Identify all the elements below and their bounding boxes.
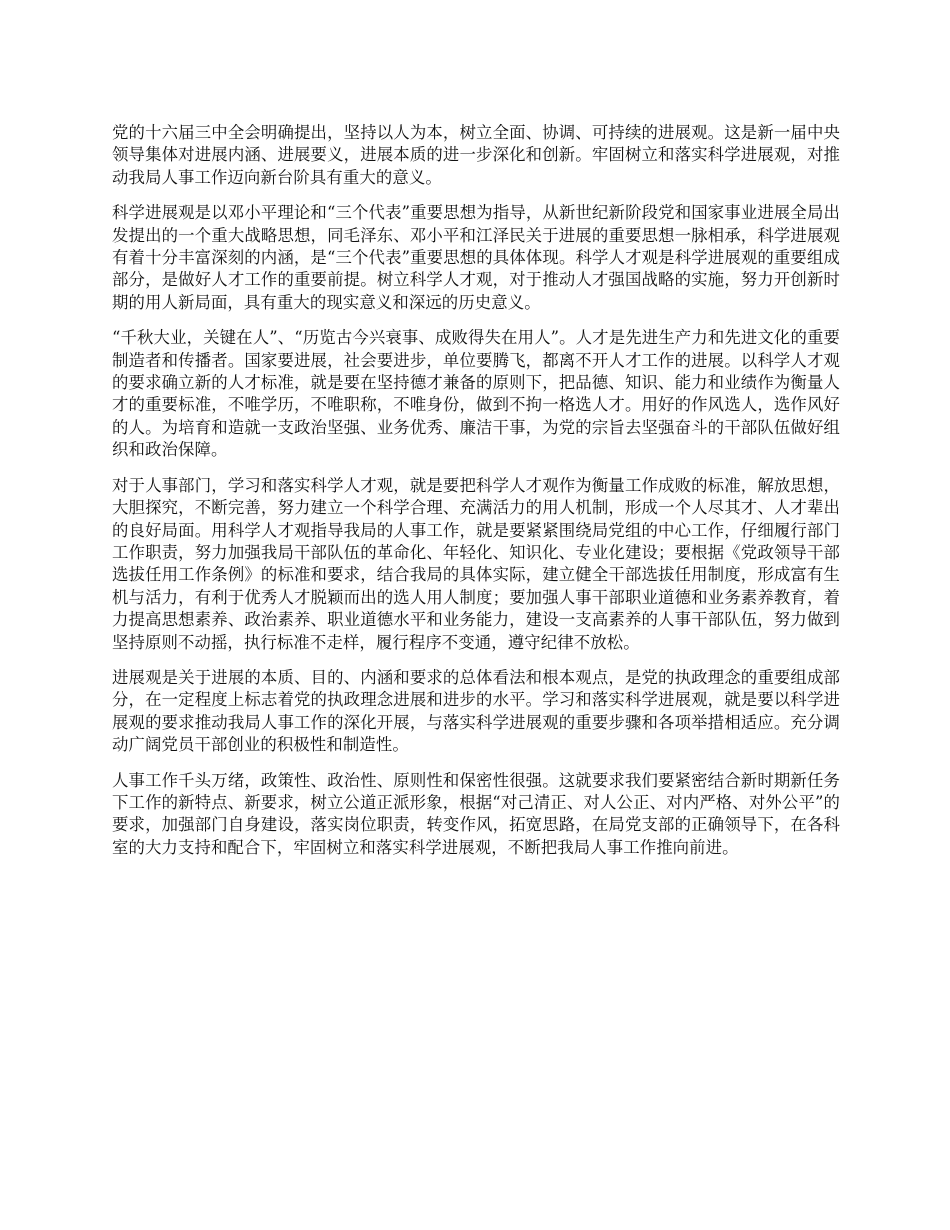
paragraph-2: 科学进展观是以邓小平理论和“三个代表”重要思想为指导，从新世纪新阶段党和国家事业进展全局出发提出的一个重大战略思想，同毛泽东、邓小平和江泽民关于进展的重要思想一脉相承，科学进展观有着十分丰富深刻的内涵，是“三个代表”重要思想的具体体现。科学人才观是科学进展观的重要组成部分，是做好人才工作的重要前提。树立科学人才观，对于推动人才强国战略的实施，努力开创新时期的用人新局面，具有重大的现实意义和深远的历史意义。 [112, 203, 840, 312]
paragraph-5: 进展观是关于进展的本质、目的、内涵和要求的总体看法和根本观点，是党的执政理念的重要组成部分，在一定程度上标志着党的执政理念进展和进步的水平。学习和落实科学进展观，就是要以科学进展观的要求推动我局人事工作的深化开展，与落实科学进展观的重要步骤和各项举措相适应。充分调动广阔党员干部创业的积极性和制造性。 [112, 667, 840, 755]
paragraph-4: 对于人事部门，学习和落实科学人才观，就是要把科学人才观作为衡量工作成败的标准，解放思想，大胆探究，不断完善，努力建立一个科学合理、充满活力的用人机制，形成一个人尽其才、人才辈出的良好局面。用科学人才观指导我局的人事工作，就是要紧紧围绕局党组的中心工作，仔细履行部门工作职责，努力加强我局干部队伍的革命化、年轻化、知识化、专业化建设；要根据《党政领导干部选拔任用工作条例》的标准和要求，结合我局的具体实际，建立健全干部选拔任用制度，形成富有生机与活力，有利于优秀人才脱颖而出的选人用人制度；要加强人事干部职业道德和业务素养教育，着力提高思想素养、政治素养、职业道德水平和业务能力，建设一支高素养的人事干部队伍，努力做到坚持原则不动摇，执行标准不走样，履行程序不变通，遵守纪律不放松。 [112, 475, 840, 652]
paragraph-1: 党的十六届三中全会明确提出，坚持以人为本，树立全面、协调、可持续的进展观。这是新一届中央领导集体对进展内涵、进展要义，进展本质的进一步深化和创新。牢固树立和落实科学进展观，对推动我局人事工作迈向新台阶具有重大的意义。 [112, 123, 840, 187]
paragraph-3: “千秋大业，关键在人”、“历览古今兴衰事、成败得失在用人”。人才是先进生产力和先进文化的重要制造者和传播者。国家要进展，社会要进步，单位要腾飞，都离不开人才工作的进展。以科学人才观的要求确立新的人才标准，就是要在坚持德才兼备的原则下，把品德、知识、能力和业绩作为衡量人才的重要标准，不唯学历，不唯职称，不唯身份，做到不拘一格选人才。用好的作风选人，选作风好的人。为培育和造就一支政治坚强、业务优秀、廉洁干事，为党的宗旨去坚强奋斗的干部队伍做好组织和政治保障。 [112, 328, 840, 460]
paragraph-6: 人事工作千头万绪，政策性、政治性、原则性和保密性很强。这就要求我们要紧密结合新时期新任务下工作的新特点、新要求，树立公道正派形象，根据“对己清正、对人公正、对内严格、对外公平”的要求，加强部门自身建设，落实岗位职责，转变作风，拓宽思路，在局党支部的正确领导下，在各科室的大力支持和配合下，牢固树立和落实科学进展观，不断把我局人事工作推向前进。 [112, 770, 840, 857]
document-body [112, 122, 840, 872]
